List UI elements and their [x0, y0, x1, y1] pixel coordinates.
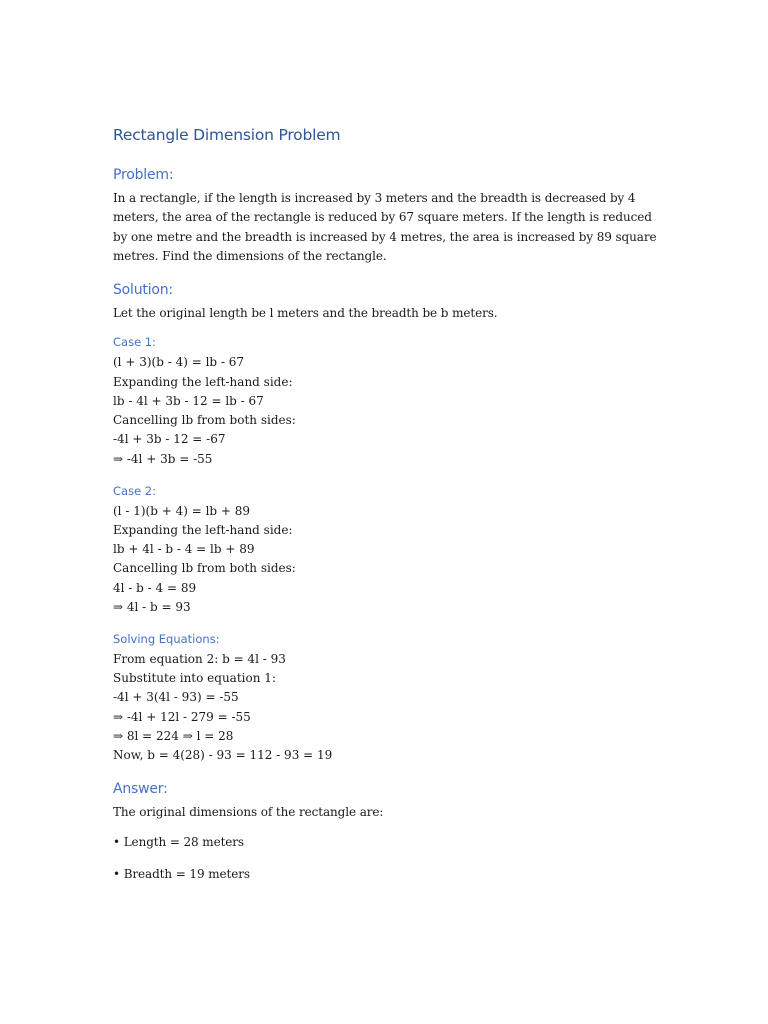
case1-section [113, 334, 658, 468]
answer-intro: The original dimensions of the rectangle are: [113, 805, 384, 820]
answer-length-item: • Length = 28 meters [113, 835, 244, 850]
case1-line: Expanding the left-hand side: [113, 374, 293, 389]
solving-line: Now, b = 4(28) - 93 = 112 - 93 = 19 [113, 747, 333, 762]
document-title: Rectangle Dimension Problem [113, 126, 341, 144]
case1-line: -4l + 3b - 12 = -67 [113, 432, 226, 447]
case2-heading: Case 2: [113, 483, 156, 498]
solving-line: From equation 2: b = 4l - 93 [113, 651, 286, 666]
answer-heading: Answer: [113, 781, 168, 798]
case2-section [113, 483, 658, 617]
case1-line: lb - 4l + 3b - 12 = lb - 67 [113, 393, 264, 408]
case2-line: 4l - b - 4 = 89 [113, 580, 197, 595]
solving-line: Substitute into equation 1: [113, 671, 276, 686]
case1-heading: Case 1: [113, 335, 156, 350]
solving-line: ⇒ -4l + 12l - 279 = -55 [113, 709, 251, 724]
solving-line: -4l + 3(4l - 93) = -55 [113, 690, 239, 705]
solving-line: ⇒ 8l = 224 ⇒ l = 28 [113, 728, 234, 743]
case2-line: Cancelling lb from both sides: [113, 561, 296, 576]
case2-line: lb + 4l - b - 4 = lb + 89 [113, 542, 255, 557]
solving-section [113, 631, 658, 765]
case2-line: (l - 1)(b + 4) = lb + 89 [113, 503, 251, 518]
case1-line: ⇒ -4l + 3b = -55 [113, 451, 213, 466]
document-page [113, 124, 658, 896]
solution-heading: Solution: [113, 282, 173, 299]
solving-heading: Solving Equations: [113, 631, 220, 646]
problem-heading: Problem: [113, 167, 174, 183]
case1-line: Cancelling lb from both sides: [113, 413, 296, 428]
answer-breadth-item: • Breadth = 19 meters [113, 866, 250, 881]
case2-line: ⇒ 4l - b = 93 [113, 599, 191, 614]
case1-line: (l + 3)(b - 4) = lb - 67 [113, 355, 245, 370]
case2-line: Expanding the left-hand side: [113, 522, 293, 537]
solution-intro: Let the original length be l meters and the breadth be b meters. [113, 306, 498, 321]
problem-text: In a rectangle, if the length is increased by 3 meters and the breadth is decreased by 4 meters, the area of the rectangle is reduced by 67 square meters. If the length is reduced by one metre and the breadth is increased by 4 metres, the area is increased by 89 square metres. Find the dimensions of the rectangle. [113, 191, 657, 263]
